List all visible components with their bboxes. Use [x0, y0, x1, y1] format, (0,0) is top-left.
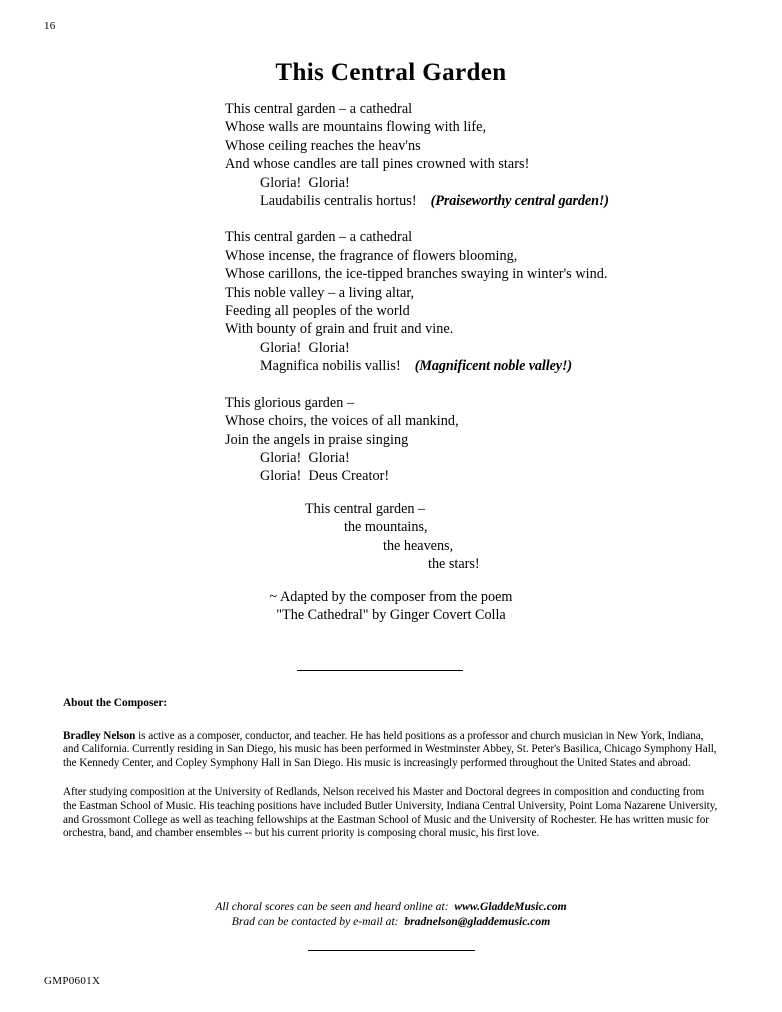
contact-email-line — [0, 914, 782, 929]
poem-stanza — [225, 100, 695, 210]
latin-translation: (Magnificent noble valley!) — [414, 358, 573, 375]
poem-line: Whose carillons, the ice-tipped branches swaying in winter's wind. — [225, 266, 608, 283]
poem-line-refrain: Gloria! Gloria! — [260, 449, 350, 466]
page-number: 16 — [44, 20, 56, 32]
poem-line: And whose candles are tall pines crowned with stars! — [225, 156, 530, 173]
cascade-line: the heavens, — [383, 537, 454, 554]
poem-line: Whose walls are mountains flowing with life, — [225, 119, 487, 136]
poem-closing-cascade — [225, 500, 695, 574]
poem-line-refrain: Gloria! Gloria! — [260, 174, 350, 191]
email-address[interactable]: bradnelson@gladdemusic.com — [404, 915, 551, 928]
about-composer-section — [63, 697, 719, 841]
contact-website-label: All choral scores can be seen and heard online at: — [215, 900, 455, 913]
biography-text: is active as a composer, conductor, and teacher. He has held positions as a professor and church musician in New York, Indiana, and California. Currently residing in San Diego, his music has been performed in Westminster Abbey, St. Peter's Basilica, Chicago Symphony Hall, the Kennedy Center, and Copley Symphony Hall in San Diego. His music is increasingly performed throughout the United States and abroad. — [63, 729, 717, 769]
contact-info — [0, 899, 782, 929]
latin-translation: (Praiseworthy central garden!) — [430, 193, 609, 210]
poem-line: This noble valley – a living altar, — [225, 284, 415, 301]
contact-website-line — [0, 899, 782, 914]
cascade-line: the stars! — [428, 556, 480, 573]
catalog-number: GMP0601X — [44, 975, 101, 987]
poem-line: Feeding all peoples of the world — [225, 303, 410, 320]
attribution-line: ~ Adapted by the composer from the poem — [269, 589, 513, 605]
biography-paragraph — [63, 730, 719, 771]
poem-line: This central garden – a cathedral — [225, 229, 413, 246]
poem-line: This central garden – a cathedral — [225, 101, 413, 117]
poem-line: Whose ceiling reaches the heav'ns — [225, 137, 421, 154]
attribution-line: "The Cathedral" by Ginger Covert Colla — [276, 607, 506, 624]
poem-attribution — [0, 588, 782, 625]
poem-line-latin — [225, 192, 695, 210]
poem-line-latin — [225, 357, 695, 375]
latin-text: Magnifica nobilis vallis! — [260, 358, 401, 375]
contact-email-label: Brad can be contacted by e-mail at: — [231, 915, 405, 928]
poem-line: With bounty of grain and fruit and vine. — [225, 321, 454, 338]
poem-line-refrain: Gloria! Deus Creator! — [260, 468, 390, 485]
poem-stanza — [225, 394, 695, 486]
divider-top — [297, 670, 463, 671]
poem-line: This glorious garden – — [225, 394, 355, 411]
composer-name: Bradley Nelson — [63, 729, 136, 742]
about-composer-heading: About the Composer: — [63, 697, 168, 709]
poem-line-refrain: Gloria! Gloria! — [260, 339, 350, 356]
latin-text: Laudabilis centralis hortus! — [260, 193, 417, 210]
page-title: This Central Garden — [275, 59, 507, 86]
poem-body — [225, 100, 695, 486]
cascade-line: This central garden – — [305, 501, 426, 517]
poem-stanza — [225, 228, 695, 375]
poem-line: Join the angels in praise singing — [225, 431, 409, 448]
website-url[interactable]: www.GladdeMusic.com — [454, 900, 567, 913]
divider-bottom — [308, 950, 475, 951]
poem-line: Whose incense, the fragrance of flowers blooming, — [225, 247, 518, 264]
biography-paragraph: After studying composition at the University of Redlands, Nelson received his Master and Doctoral degrees in composition and conducting from the Eastman School of Music. His teaching positions have included Butler University, Indiana Central University, Point Loma Nazarene University, and Grossmont College as well as teaching fellowships at the Eastman School of Music and the University of Rochester. He has written music for orchestra, band, and chamber ensembles -- but his current priority is composing choral music, his first love. — [63, 786, 718, 840]
cascade-line: the mountains, — [344, 519, 428, 536]
poem-line: Whose choirs, the voices of all mankind, — [225, 413, 459, 430]
